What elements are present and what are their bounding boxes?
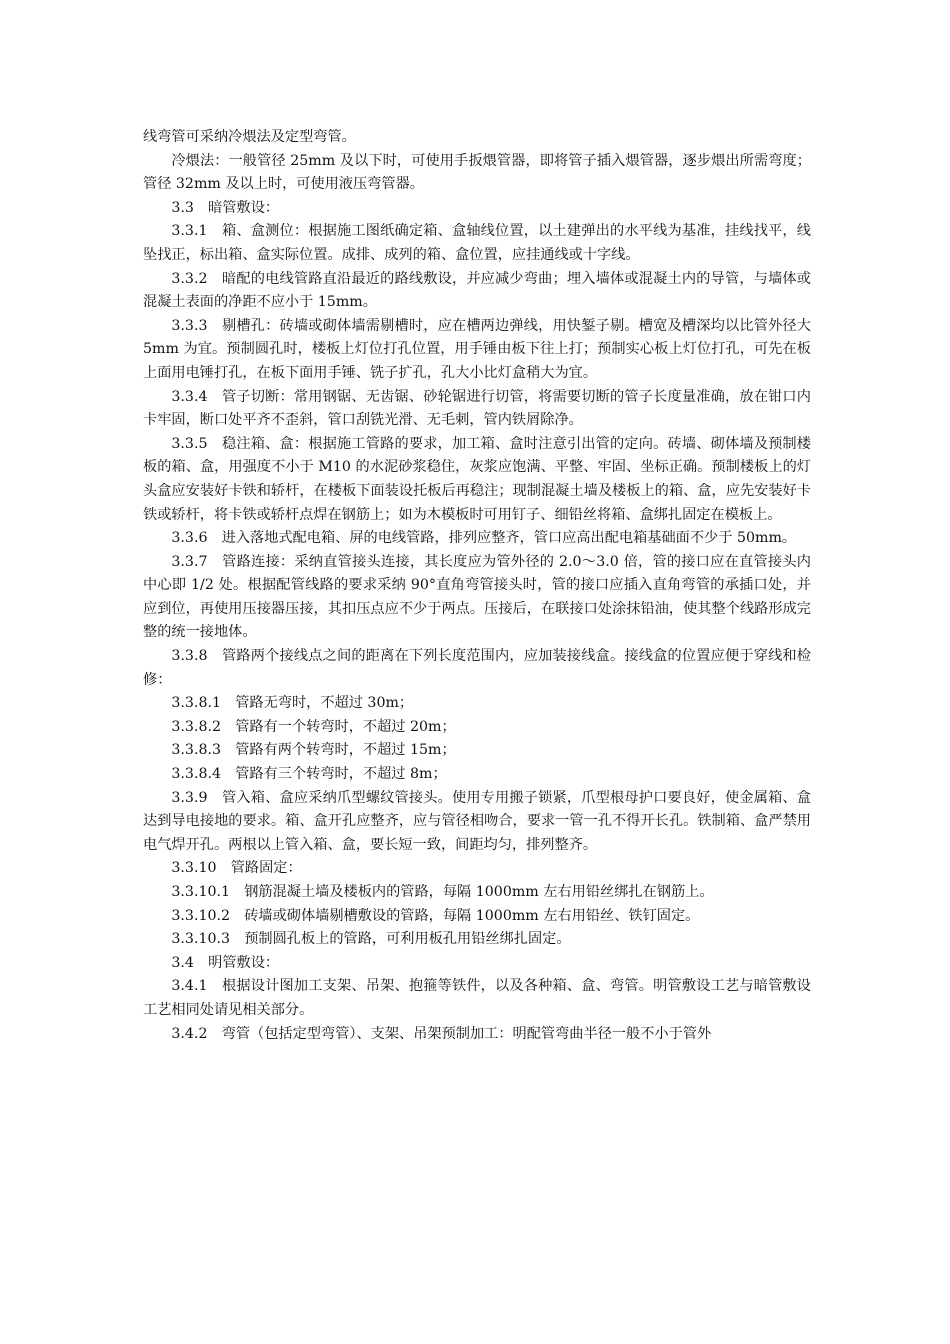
paragraph: 冷煨法：一般管径 25mm 及以下时，可使用手扳煨管器，即将管子插入煨管器，逐步煨出所需弯度；管径 32mm 及以上时，可使用液压弯管器。 xyxy=(143,152,811,193)
paragraph: 3.3.6 进入落地式配电箱、屏的电线管路，排列应整齐，管口应高出配电箱基础面不少于 50mm。 xyxy=(171,530,797,547)
list-item: 3.3.8.3 管路有两个转弯时，不超过 15m； xyxy=(171,742,456,759)
paragraph: 3.3.9 管入箱、盒应采纳爪型螺纹管接头。使用专用搬子锁紧，爪型根母护口要良好，使金属箱、盒达到导电接地的要求。箱、盒开孔应整齐，应与管径相吻合，要求一管一孔不得开长孔。铁制箱、盒严禁用电气焊开孔。两根以上管入箱、盒，要长短一致，间距均匀，排列整齐。 xyxy=(143,789,811,853)
list-item: 3.3.8.2 管路有一个转弯时，不超过 20m； xyxy=(171,718,456,735)
list-item: 3.3.10.1 钢筋混凝土墙及楼板内的管路，每隔 1000mm 左右用铅丝绑扎在钢筋上。 xyxy=(171,884,714,900)
paragraph: 3.3.8 管路两个接线点之间的距离在下列长度范围内，应加装接线盒。接线盒的位置应便于穿线和检修： xyxy=(143,648,811,688)
paragraph: 3.4.2 弯管（包括定型弯管）、支架、吊架预制加工：明配管弯曲半径一般不小于管外 xyxy=(171,1025,712,1042)
document-body xyxy=(143,126,811,1046)
paragraph: 3.3.7 管路连接：采纳直管接头连接，其长度应为管外径的 2.0～3.0 倍，管的接口应在直管接头内中心即 1/2 处。根据配管线路的要求采纳 90°直角弯管接头时，管的接口应插入直角弯管的承插口处，并应到位，再使用压接器压接，其扣压点应不少于两点。压接后，在联接口处涂抹铅油，使其整个线路形成完整的统一接地体。 xyxy=(143,553,811,641)
paragraph: 3.3.1 箱、盒测位：根据施工图纸确定箱、盒轴线位置，以土建弹出的水平线为基准，挂线找平，线坠找正，标出箱、盒实际位置。成排、成列的箱、盒位置，应挂通线或十字线。 xyxy=(143,223,811,263)
section-heading: 3.4 明管敷设： xyxy=(171,954,280,971)
list-item: 3.3.8.1 管路无弯时，不超过 30m； xyxy=(171,695,414,712)
paragraph: 3.3.2 暗配的电线管路直沿最近的路线敷设，并应减少弯曲；埋入墙体或混凝土内的导管，与墙体或混凝土表面的净距不应小于 15mm。 xyxy=(143,270,811,311)
list-item: 3.3.8.4 管路有三个转弯时，不超过 8m； xyxy=(171,766,447,783)
list-item: 3.3.10.3 预制圆孔板上的管路，可利用板孔用铅丝绑扎固定。 xyxy=(171,931,571,948)
paragraph: 3.4.1 根据设计图加工支架、吊架、抱箍等铁件，以及各种箱、盒、弯管。明管敷设工艺与暗管敷设工艺相同处请见相关部分。 xyxy=(143,978,811,1018)
paragraph: 3.3.4 管子切断：常用钢锯、无齿锯、砂轮锯进行切管，将需要切断的管子长度量准确，放在钳口内卡牢固，断口处平齐不歪斜，管口刮铣光滑、无毛刺，管内铁屑除净。 xyxy=(143,388,811,429)
section-heading: 3.3.10 管路固定： xyxy=(171,860,302,877)
section-heading: 3.3 暗管敷设： xyxy=(171,199,280,216)
paragraph: 线弯管可采纳冷煨法及定型弯管。 xyxy=(143,129,356,145)
paragraph: 3.3.5 稳注箱、盒：根据施工管路的要求，加工箱、盒时注意引出管的定向。砖墙、砌体墙及预制楼板的箱、盒，用强度不小于 M10 的水泥砂浆稳住，灰浆应饱满、平整、牢固、坐标正确。预制楼板上的灯头盒应安装好卡铁和轿杆，在楼板下面装设托板后再稳注；现制混凝土墙及楼板上的箱、盒，应先安装好卡铁或轿杆，将卡铁或轿杆点焊在钢筋上；如为木模板时可用钉子、细铅丝将箱、盒绑扎固定在模板上。 xyxy=(143,435,811,523)
list-item: 3.3.10.2 砖墙或砌体墙剔槽敷设的管路，每隔 1000mm 左右用铅丝、铁钉固定。 xyxy=(171,907,700,924)
paragraph: 3.3.3 剔槽孔：砖墙或砌体墙需剔槽时，应在槽两边弹线，用快錾子剔。槽宽及槽深均以比管外径大 5mm 为宜。预制圆孔时，楼板上灯位打孔位置，用手锤由板下往上打；预制实心板上灯位打孔，可先在板上面用电锤打孔，在板下面用手锤、铣子扩孔，孔大小比灯盒稍大为宜。 xyxy=(143,317,811,381)
